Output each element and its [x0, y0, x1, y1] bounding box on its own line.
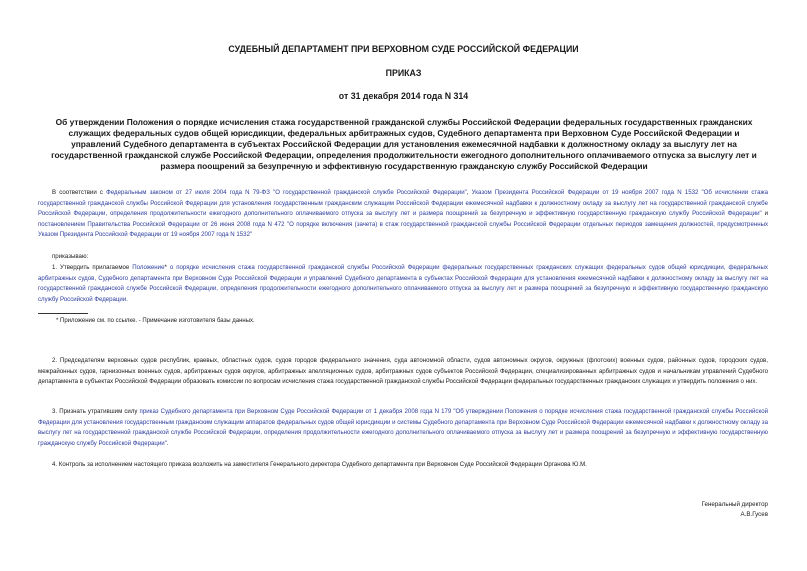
regulation-title-link[interactable]: о порядке исчисления стажа государственной гражданской службы Российской Федерации федеральных государственных гражданских служащих федеральных судов общей юрисдикции, федеральных арбитражных судов, Судебного департамента при Верховном Суде Российской Федерации и управлений Судебного департамента в субъектах Российской Федерации для установления ежемесячной надбавки к должностному окладу за выслугу лет на государственной гражданской службе Российской Федерации, определения продолжительности ежегодного дополнительного оплачиваемого отпуска за выслугу лет и размера поощрений за безупречную и эффективную государственную гражданскую службу Российской Федерации.	[38, 264, 768, 303]
item-3-paragraph	[38, 407, 768, 449]
preamble-text-3: и	[761, 210, 768, 217]
item-1-footnote-mark: *	[164, 264, 170, 271]
issuing-organization: СУДЕБНЫЙ ДЕПАРТАМЕНТ ПРИ ВЕРХОВНОМ СУДЕ РОССИЙСКОЙ ФЕДЕРАЦИИ	[228, 44, 579, 54]
item-4-paragraph: 4. Контроль за исполнением настоящего приказа возложить на заместителя Генерального директора Судебного департамента при Верховном Суде Российской Федерации Органова Ю.М.	[52, 461, 587, 468]
document-type: ПРИКАЗ	[385, 68, 422, 78]
footnote: * Приложение см. по ссылке. - Примечание изготовителя базы данных.	[56, 318, 255, 324]
footnote-divider	[38, 313, 88, 314]
repealed-order-link[interactable]: приказ Судебного департамента при Верховном Суде Российской Федерации от 1 декабря 2008 года N 179 "Об утверждении Положения о порядке исчисления стажа государственной гражданской службы Российской Федерации для установления государственным гражданским служащим аппаратов федеральных судов общей юрисдикции и системы Судебного департамента при Верховном Суде Российской Федерации ежемесячной надбавки к должностному окладу за выслугу лет на государственной гражданской службе Российской Федерации, определения продолжительности ежегодного дополнительного оплачиваемого отпуска за выслугу лет и размера поощрений за безупречную и эффективную государственную гражданскую службу Российской Федерации"	[38, 408, 768, 447]
order-word: приказываю:	[52, 253, 89, 260]
item-1-paragraph	[38, 263, 768, 305]
preamble-text-1: В соответствии с	[52, 189, 107, 196]
signatory-name: А.В.Гусев	[740, 511, 768, 518]
document-date: от 31 декабря 2014 года N 314	[338, 91, 469, 101]
item-1-text: 1. Утвердить прилагаемое	[52, 264, 133, 271]
item-3-end: .	[166, 439, 169, 447]
presidential-decree-link[interactable]: Указом Президента Российской Федерации от 19 ноября 2007 года N 1532 "Об исчислении стажа государственной гражданской службы Российской Федерации для установления государственным гражданским служащим Российской Федерации ежемесячной надбавки к должностному окладу за выслугу лет на государственной гражданской службе Российской Федерации, определения продолжительности ежегодного дополнительного оплачиваемого отпуска за выслугу лет и размера поощрений за безупречную и эффективную государственную гражданскую службу Российской Федерации"	[38, 189, 769, 217]
document-title: Об утверждении Положения о порядке исчисления стажа государственной гражданской службы Российской Федерации федеральных государственных гражданских служащих федеральных судов общей юрисдикции, федеральных арбитражных судов, Судебного департамента при Верховном Суде Российской Федерации и управлений Судебного департамента в субъектах Российской Федерации для установления ежемесячной надбавки к должностному окладу за выслугу лет на государственной гражданской службе Российской Федерации, определения продолжительности ежегодного дополнительного оплачиваемого отпуска за выслугу лет и размера поощрений за безупречную и эффективную государственную гражданскую службу Российской Федерации	[51, 117, 757, 171]
signatory-position: Генеральный директор	[701, 501, 768, 508]
government-resolution-link[interactable]: постановлением Правительства Российской Федерации от 26 июня 2008 года N 472 "О порядке включения (зачета) в стаж государственной гражданской службы Российской Федерации отдельных периодов замещения должностей, предусмотренных Указом Президента Российской Федерации от 19 ноября 2007 года N 1532"	[38, 220, 768, 238]
federal-law-link[interactable]: Федеральным законом от 27 июля 2004 года N 79-ФЗ "О государственной гражданской службе Российской Федерации"	[106, 189, 467, 196]
item-2-paragraph: 2. Председателям верховных судов республик, краевых, областных судов, судов городов федерального значения, суда автономной области, судов автономных округов, окружных (флотских) военных судов, районных судов, городских судов, межрайонных судов, гарнизонных военных судов, арбитражных судов округов, арбитражных апелляционных судов, арбитражных судов субъектов Российской Федерации, специализированных арбитражных судов и начальникам управлений Судебного департамента в субъектах Российской Федерации образовать комиссии по вопросам исчисления стажа государственной гражданской службы Российской Федерации федеральных государственных гражданских служащих и утвердить положения о них.	[38, 357, 768, 385]
preamble-text-2: ,	[466, 189, 472, 196]
preamble-paragraph	[38, 188, 768, 241]
regulation-link[interactable]: Положение	[132, 264, 165, 271]
item-3-text: 3. Признать утратившим силу	[52, 408, 140, 415]
signature-block	[702, 500, 768, 520]
